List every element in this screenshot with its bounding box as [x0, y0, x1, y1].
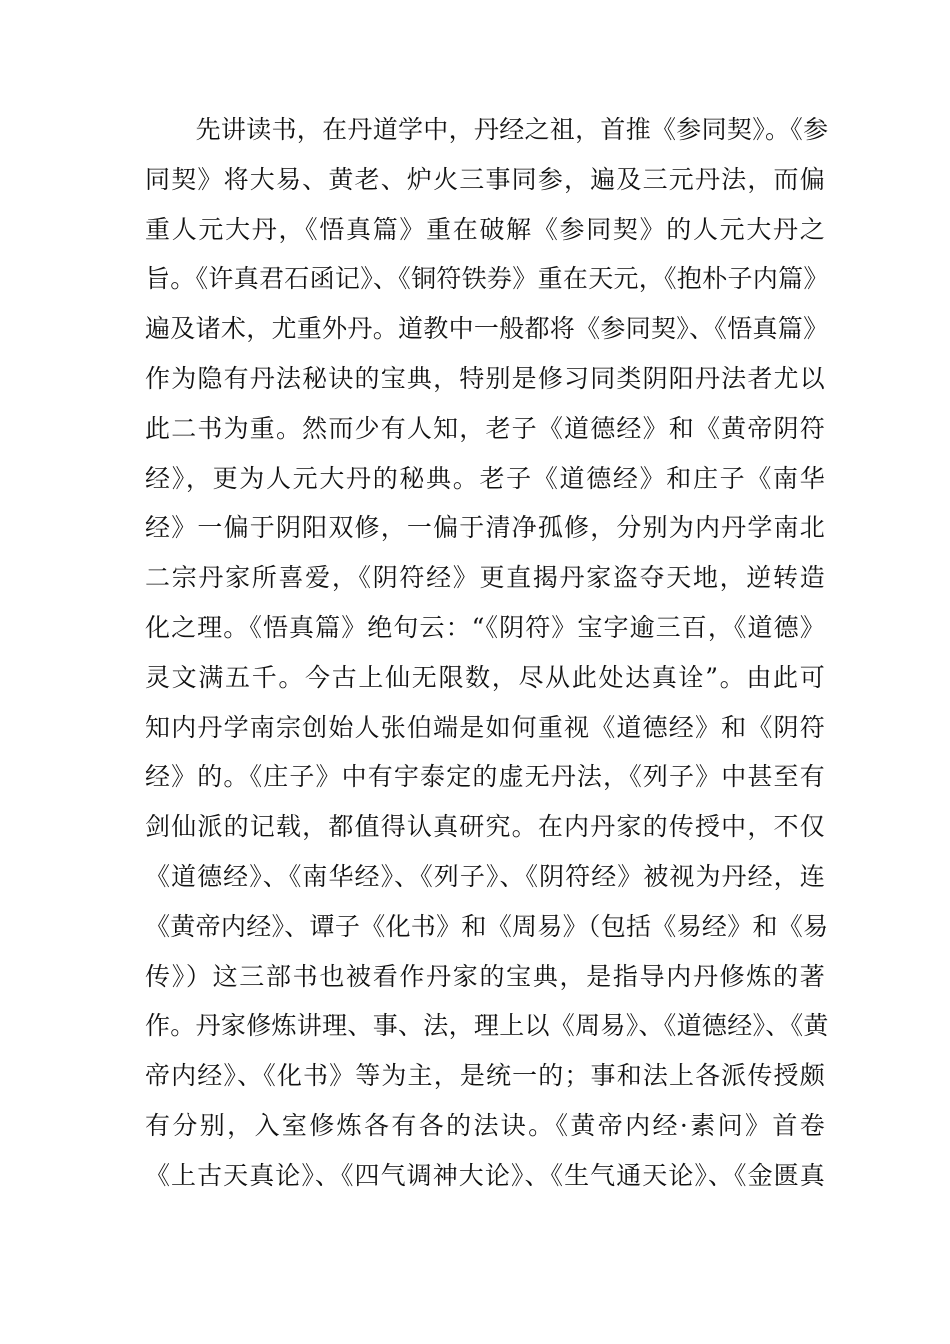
text-line: 《道德经》、《南华经》、《列子》、《阴符经》被视为丹经，连: [145, 861, 825, 891]
text-line: 知内丹学南宗创始人张伯端是如何重视《道德经》和《阴符: [145, 712, 825, 742]
text-line: 帝内经》、《化书》等为主，是统一的；事和法上各派传授颇: [145, 1061, 825, 1091]
text-line: 剑仙派的记载，都值得认真研究。在内丹家的传授中，不仅: [145, 812, 825, 842]
text-line: 《上古天真论》、《四气调神大论》、《生气通天论》、《金匮真: [145, 1160, 825, 1190]
body-paragraph: [145, 105, 829, 1201]
text-line: 《黄帝内经》、谭子《化书》和《周易》（包括《易经》和《易: [145, 911, 829, 941]
text-line: 经》的。《庄子》中有宇泰定的虚无丹法，《列子》中甚至有: [145, 762, 825, 792]
text-line: 灵文满五千。今古上仙无限数，尽从此处达真诠”。由此可: [145, 662, 825, 692]
text-line: 同契》将大易、黄老、炉火三事同参，遍及三元丹法，而偏: [145, 164, 825, 194]
text-line: 二宗丹家所喜爱，《阴符经》更直揭丹家盗夺天地，逆转造: [145, 563, 825, 593]
text-line: 传》）这三部书也被看作丹家的宝典，是指导内丹修炼的著: [145, 961, 825, 991]
text-line: 此二书为重。然而少有人知，老子《道德经》和《黄帝阴符: [145, 413, 825, 443]
text-line: 重人元大丹，《悟真篇》重在破解《参同契》的人元大丹之: [145, 214, 825, 244]
text-line: 有分别，入室修炼各有各的法诀。《黄帝内经·素问》首卷: [145, 1110, 825, 1140]
text-line: 作。丹家修炼讲理、事、法，理上以《周易》、《道德经》、《黄: [145, 1011, 829, 1041]
text-line: 化之理。《悟真篇》绝句云：“《阴符》宝字逾三百，《道德》: [145, 612, 825, 642]
text-line: 旨。《许真君石函记》、《铜符铁券》重在天元，《抱朴子内篇》: [145, 264, 829, 294]
text-line: 先讲读书，在丹道学中，丹经之祖，首推《参同契》。《参: [145, 115, 829, 144]
text-line: 作为隐有丹法秘诀的宝典，特别是修习同类阴阳丹法者尤以: [145, 363, 825, 393]
text-line: 遍及诸术，尤重外丹。道教中一般都将《参同契》、《悟真篇》: [145, 314, 829, 344]
text-line: 经》一偏于阴阳双修，一偏于清净孤修，分别为内丹学南北: [145, 513, 825, 543]
text-line: 经》，更为人元大丹的秘典。老子《道德经》和庄子《南华: [145, 463, 825, 493]
